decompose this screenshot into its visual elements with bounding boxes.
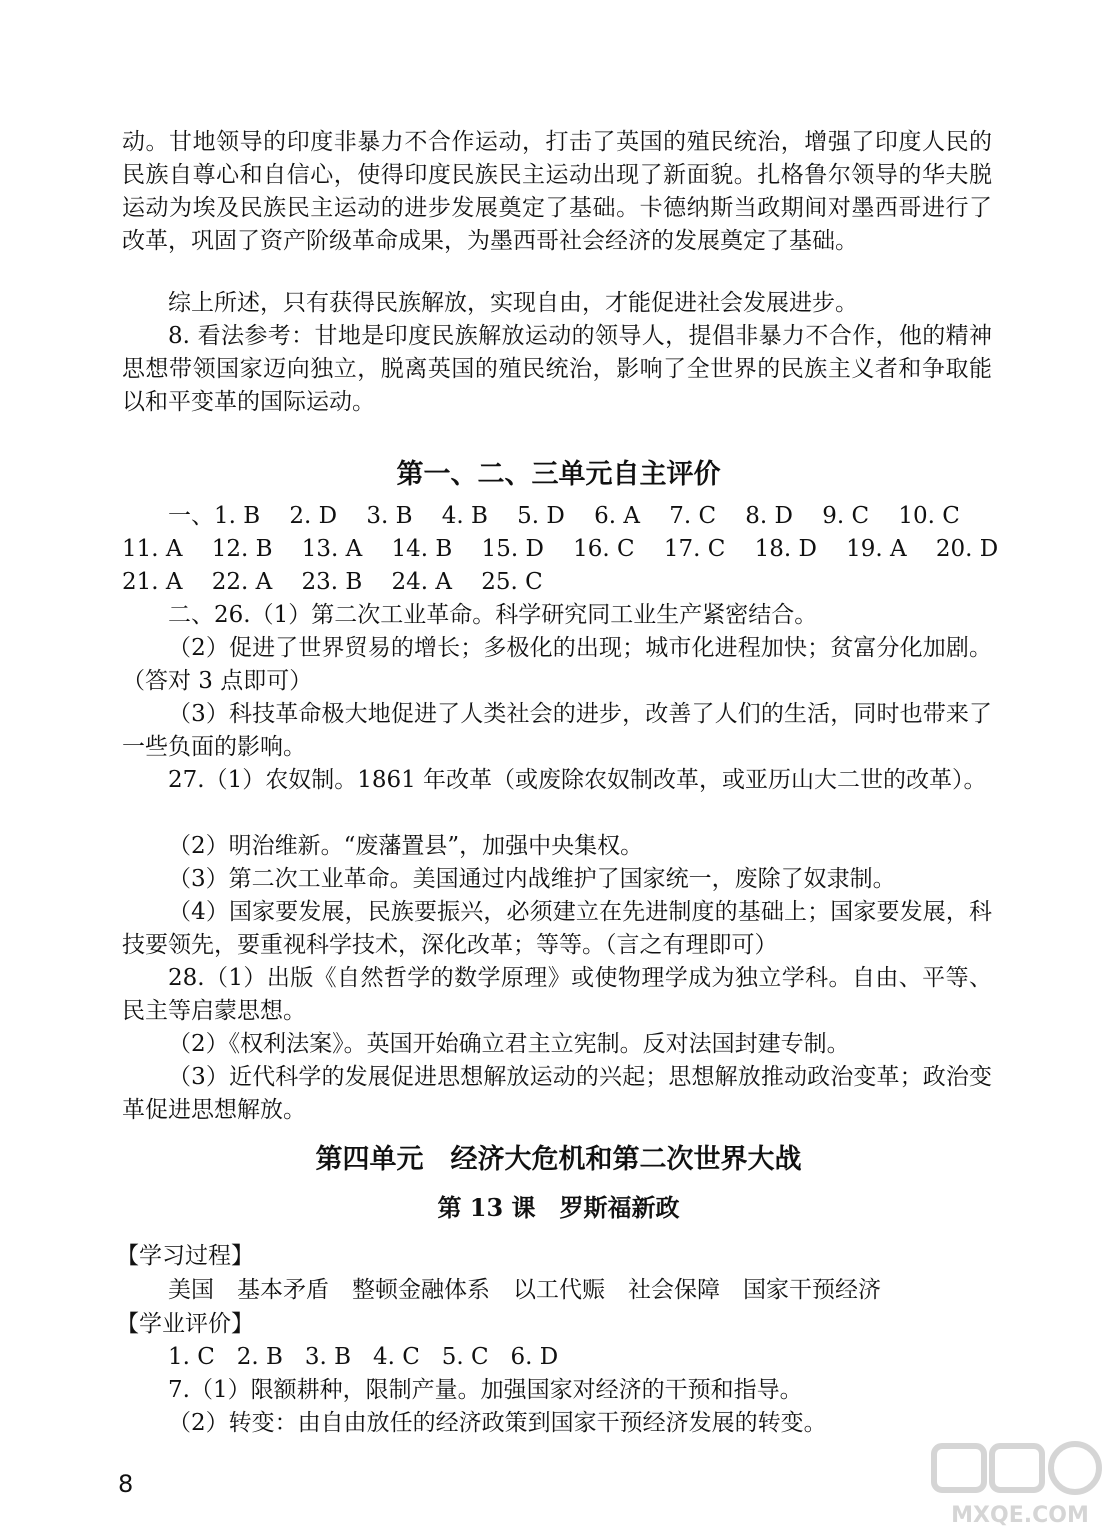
label-academic-evaluation: 【学业评价】	[116, 1311, 254, 1337]
answer-27-4: （4）国家要发展，民族要振兴，必须建立在先进制度的基础上；国家要发展，科技要领先，要重视科学技术，深化改革；等等。（言之有理即可）	[122, 899, 992, 958]
page-number: 8	[118, 1470, 134, 1498]
answer-7-2: （2）转变：由自由放任的经济政策到国家干预经济发展的转变。	[168, 1410, 827, 1436]
section-title-units-1-3: 第一、二、三单元自主评价	[396, 459, 721, 490]
watermark-text: MXQE.COM	[951, 1503, 1089, 1528]
answer-27-3: （3）第二次工业革命。美国通过内战维护了国家统一，废除了奴隶制。	[168, 866, 896, 892]
paragraph-intro: 动。甘地领导的印度非暴力不合作运动，打击了英国的殖民统治，增强了印度人民的民族自尊心和自信心，使得印度民族民主运动出现了新面貌。扎格鲁尔领导的华夫脱运动为埃及民族民主运动的进步发展奠定了基础。卡德纳斯当政期间对墨西哥进行了改革，巩固了资产阶级革命成果，为墨西哥社会经济的发展奠定了基础。	[122, 129, 992, 254]
paragraph-q8: 8. 看法参考：甘地是印度民族解放运动的领导人，提倡非暴力不合作，他的精神思想带领国家迈向独立，脱离英国的殖民统治，影响了全世界的民族主义者和争取能以和平变革的国际运动。	[122, 323, 992, 415]
answer-7-1: 7.（1）限额耕种，限制产量。加强国家对经济的干预和指导。	[168, 1377, 803, 1403]
lesson-title: 第 13 课 罗斯福新政	[437, 1193, 680, 1222]
section-title-unit-4: 第四单元 经济大危机和第二次世界大战	[315, 1144, 802, 1175]
answer-28-1: 28.（1）出版《自然哲学的数学原理》或使物理学成为独立学科。自由、平等、民主等启蒙思想。	[122, 965, 992, 1024]
learning-process-keywords: 美国 基本矛盾 整顿金融体系 以工代赈 社会保障 国家干预经济	[168, 1277, 881, 1303]
evaluation-answers: 1. C 2. B 3. B 4. C 5. C 6. D	[168, 1344, 559, 1370]
answer-28-2: （2）《权利法案》。英国开始确立君主立宪制。反对法国封建专制。	[168, 1031, 850, 1057]
answer-26-2: （2）促进了世界贸易的增长；多极化的出现；城市化进程加快；贫富分化加剧。（答对 3 点即可）	[122, 635, 992, 694]
label-learning-process: 【学习过程】	[116, 1243, 254, 1269]
answers-row-3: 21. A 22. A 23. B 24. A 25. C	[122, 569, 543, 595]
answer-26-3: （3）科技革命极大地促进了人类社会的进步，改善了人们的生活，同时也带来了一些负面的影响。	[122, 701, 992, 760]
answer-27-2: （2）明治维新。“废藩置县”，加强中央集权。	[168, 833, 644, 859]
answers-row-2: 11. A 12. B 13. A 14. B 15. D 16. C 17. C 18. D 19. A 20. D	[122, 536, 999, 562]
answer-27-1: 27.（1）农奴制。1861 年改革（或废除农奴制改革，或亚历山大二世的改革）。	[168, 767, 987, 793]
answer-26-1: 二、26.（1）第二次工业革命。科学研究同工业生产紧密结合。	[168, 602, 818, 628]
watermark-logo	[930, 1440, 1110, 1530]
paragraph-summary: 综上所述，只有获得民族解放，实现自由，才能促进社会发展进步。	[168, 290, 858, 316]
answers-row-1: 一、1. B 2. D 3. B 4. B 5. D 6. A 7. C 8. D 9. C 10. C	[168, 503, 960, 529]
answer-28-3: （3）近代科学的发展促进思想解放运动的兴起；思想解放推动政治变革；政治变革促进思想解放。	[122, 1064, 992, 1123]
